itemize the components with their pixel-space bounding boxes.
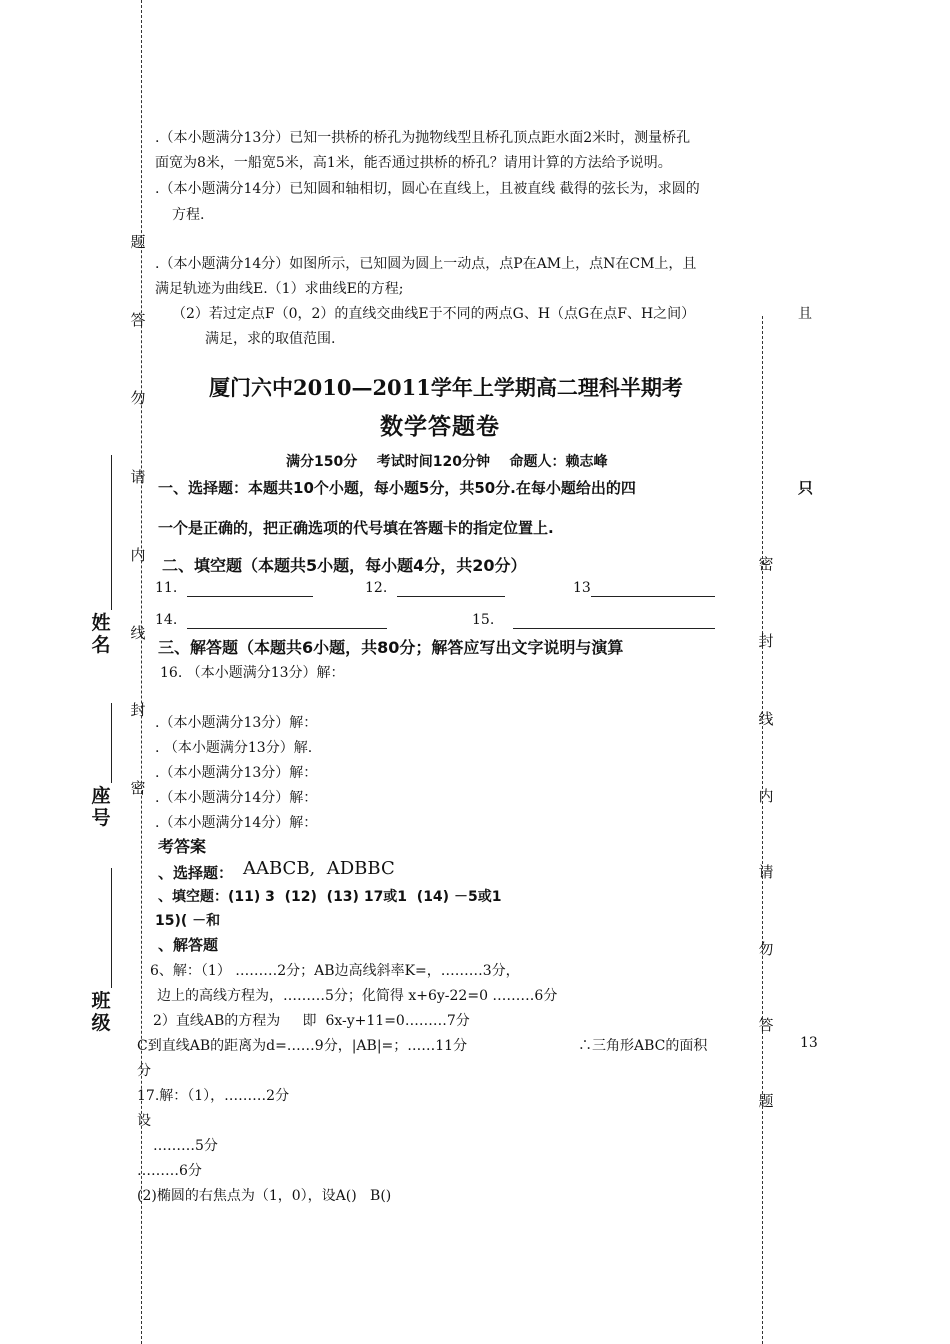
- seal-char: 勿: [130, 389, 146, 407]
- solution-line: C到直线AB的距离为d=……9分，|AB|=；……11分: [137, 1038, 468, 1054]
- blank-label: 15.: [472, 612, 495, 628]
- blank-15-input[interactable]: [513, 628, 715, 629]
- blank-13-input[interactable]: [591, 596, 715, 597]
- question-line: 且: [798, 306, 812, 322]
- answer-item: .（本小题满分14分）解：: [155, 815, 318, 831]
- question-line: .（本小题满分13分）已知一拱桥的桥孔为抛物线型且桥孔顶点距水面2米时，测量桥孔: [155, 130, 691, 146]
- right-seal-dashed-line: [762, 316, 763, 1344]
- left-seal-dashed-line: [141, 0, 142, 1344]
- key-solve: 、解答题: [158, 936, 219, 954]
- seal-char: 题: [130, 233, 146, 251]
- answer-sheet-title: 数学答题卷: [380, 413, 500, 440]
- key-choice-value: AABCB, ADBBC: [243, 858, 395, 879]
- question-line: 满足轨迹为曲线E.（1）求曲线E的方程;: [155, 281, 404, 297]
- class-write-line[interactable]: [111, 868, 112, 988]
- seal-char: 答: [758, 1016, 774, 1034]
- blank-12-input[interactable]: [397, 596, 505, 597]
- exam-title: 厦门六中2010—2011学年上学期高二理科半期考: [209, 375, 683, 400]
- blank-label: 14.: [155, 612, 178, 628]
- answer-item: . （本小题满分13分）解.: [155, 740, 313, 756]
- blank-label: 12.: [365, 580, 388, 596]
- blank-label: 11.: [155, 580, 178, 596]
- question-line: .（本小题满分14分）如图所示，已知圆为圆上一动点，点P在AM上，点N在CM上，且: [155, 256, 697, 272]
- seal-char: 内: [758, 787, 774, 805]
- solution-line: 13: [800, 1035, 818, 1051]
- seat-label: 座号: [91, 785, 111, 829]
- solution-line: ………6分: [137, 1163, 202, 1179]
- seal-char: 线: [130, 624, 146, 642]
- solution-line: 2）直线AB的方程为 即 6x-y+11=0………7分: [153, 1013, 470, 1029]
- seal-char: 内: [130, 546, 146, 564]
- key-choice-label: 、选择题：: [158, 864, 234, 882]
- seal-char: 题: [758, 1092, 774, 1110]
- question-line: （2）若过定点F（0，2）的直线交曲线E于不同的两点G、H（点G在点F、H之间）: [172, 306, 696, 322]
- solution-line: 设: [137, 1113, 151, 1129]
- solution-line: 17.解：（1），………2分: [137, 1088, 290, 1104]
- section-choice-header-2: 一个是正确的，把正确选项的代号填在答题卡的指定位置上.: [158, 519, 554, 537]
- answer-item: 16. （本小题满分13分）解：: [160, 665, 345, 681]
- question-line: .（本小题满分14分）已知圆和轴相切，圆心在直线上，且被直线 截得的弦长为，求圆的: [155, 181, 700, 197]
- key-fill: 、填空题：(11) 3 (12) (13) 17或1 (14) －5或1: [158, 889, 502, 905]
- blank-label: 13: [573, 580, 591, 596]
- exam-meta: 满分150分 考试时间120分钟 命题人：赖志峰: [286, 454, 608, 470]
- seal-char: 封: [758, 632, 774, 650]
- seat-write-line[interactable]: [111, 703, 112, 783]
- seal-char: 请: [130, 468, 146, 486]
- class-label: 班级: [91, 990, 111, 1034]
- question-line: 满足，求的取值范围.: [205, 331, 336, 347]
- seal-char: 密: [758, 555, 774, 573]
- solution-line: ………5分: [153, 1138, 218, 1154]
- answer-key-title: 考答案: [158, 837, 207, 856]
- blank-11-input[interactable]: [187, 596, 313, 597]
- solution-line: 边上的高线方程为，………5分；化简得 x+6y-22=0 ………6分: [157, 988, 558, 1004]
- blank-14-input[interactable]: [187, 628, 387, 629]
- question-line: 方程.: [172, 207, 205, 223]
- answer-item: .（本小题满分14分）解：: [155, 790, 318, 806]
- section-choice-header: 一、选择题：本题共10个小题，每小题5分，共50分.在每小题给出的四: [158, 479, 636, 497]
- solution-line: ∴三角形ABC的面积: [578, 1038, 708, 1054]
- solution-line: (2)椭圆的右焦点为（1，0），设A() B(): [137, 1188, 392, 1204]
- seal-char: 答: [130, 311, 146, 329]
- key-fill-2: 15)( －和: [155, 913, 221, 929]
- solution-line: 分: [137, 1063, 151, 1079]
- section-solve-header: 三、解答题（本题共6小题，共80分；解答应写出文字说明与演算: [158, 638, 624, 657]
- answer-item: .（本小题满分13分）解：: [155, 765, 318, 781]
- seal-char: 请: [758, 863, 774, 881]
- section-fill-header: 二、填空题（本题共5小题，每小题4分，共20分）: [162, 556, 527, 575]
- answer-item: .（本小题满分13分）解：: [155, 715, 318, 731]
- seal-char: 勿: [758, 940, 774, 958]
- name-write-line[interactable]: [111, 455, 112, 610]
- name-label: 姓名: [91, 612, 111, 656]
- seal-char: 封: [130, 701, 146, 719]
- question-line: 面宽为8米，一船宽5米，高1米，能否通过拱桥的桥孔？请用计算的方法给予说明。: [155, 155, 672, 171]
- seal-char: 线: [758, 710, 774, 728]
- section-choice-header-tail: 只: [798, 479, 814, 497]
- seal-char: 密: [130, 779, 146, 797]
- solution-line: 6、解：（1） ………2分；AB边高线斜率K=，………3分，: [150, 963, 520, 979]
